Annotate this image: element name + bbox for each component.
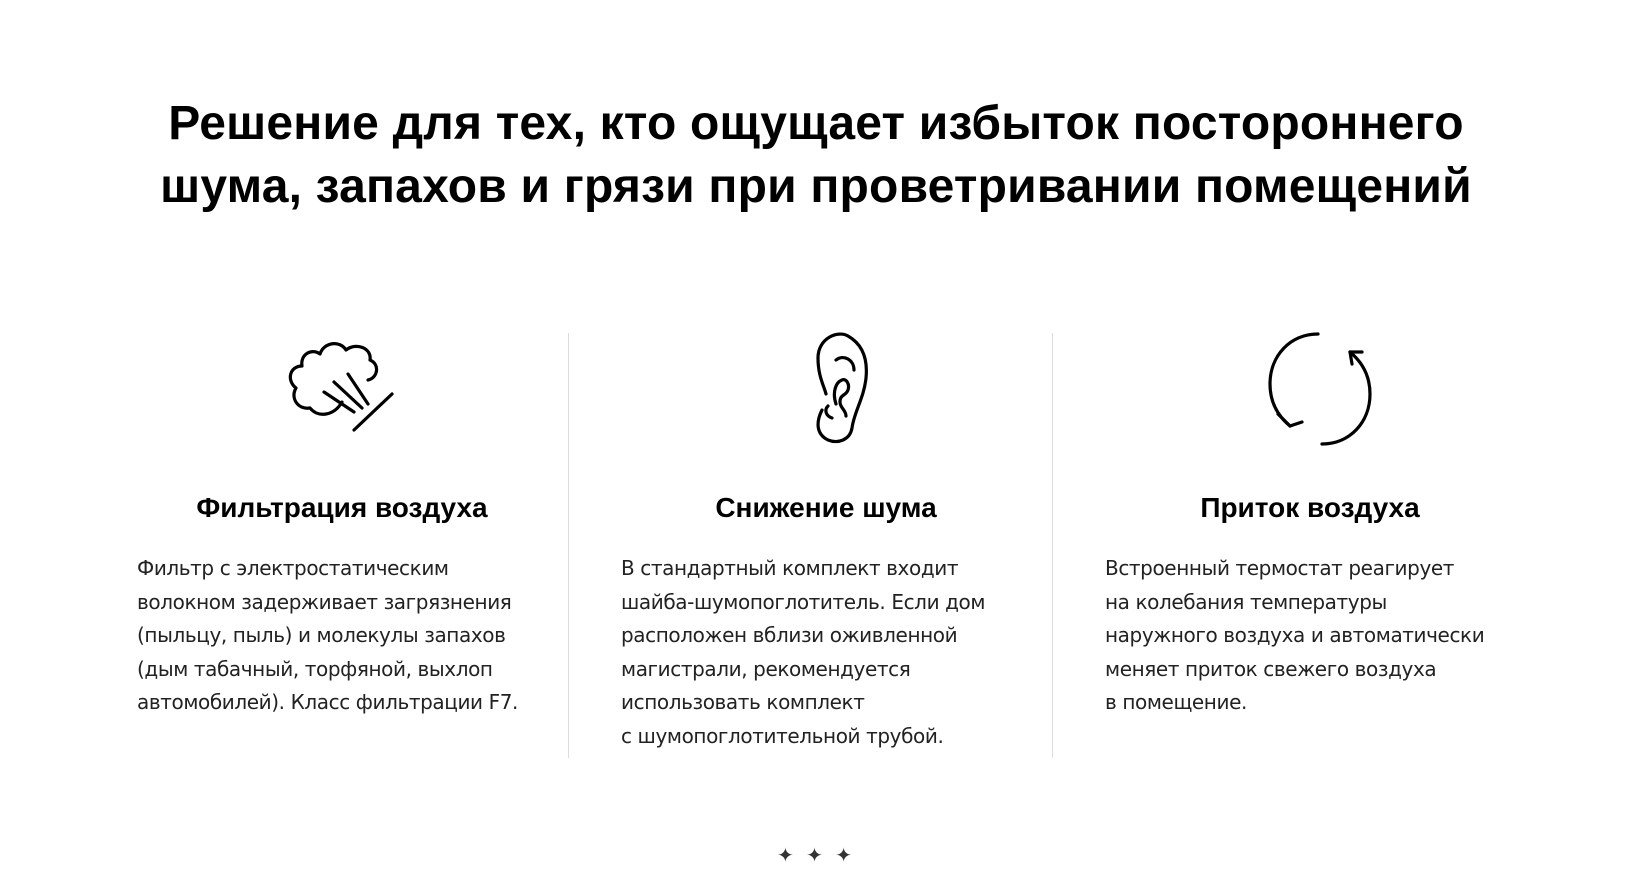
- description-line: Фильтр с электростатическим: [137, 556, 449, 580]
- air-filter-icon: [137, 330, 567, 450]
- feature-title: Приток воздуха: [1200, 492, 1420, 523]
- refresh-cycle-icon: [1105, 330, 1535, 450]
- feature-description: [1105, 552, 1535, 720]
- description-line: автомобилей). Класс фильтрации F7.: [137, 690, 518, 714]
- description-line: использовать комплект: [621, 690, 865, 714]
- description-line: с шумопоглотительной трубой.: [621, 723, 944, 748]
- ear-icon: [621, 330, 1051, 450]
- description-line: (пыльцу, пыль) и молекулы запахов: [137, 623, 506, 647]
- description-line: меняет приток свежего воздуха: [1105, 656, 1437, 681]
- decorative-ornament: ✦ ✦ ✦: [777, 843, 855, 867]
- feature-title: Снижение шума: [715, 492, 937, 523]
- description-line: расположен вблизи оживленной: [621, 623, 958, 647]
- feature-title: Фильтрация воздуха: [196, 492, 488, 523]
- description-line: магистрали, рекомендуется: [621, 656, 911, 681]
- description-line: в помещение.: [1105, 690, 1247, 714]
- feature-noise-reduction: [621, 330, 1051, 760]
- features-section: [137, 330, 1581, 760]
- description-line: (дым табачный, торфяной, выхлоп: [137, 656, 493, 681]
- page-title-line-2: шума, запахов и грязи при проветривании помещений: [160, 160, 1472, 213]
- description-line: волокном задерживает загрязнения: [137, 589, 512, 614]
- page-title-line-1: Решение для тех, кто ощущает избыток постороннего: [168, 97, 1464, 150]
- feature-description: [621, 552, 1051, 753]
- description-line: шайба-шумопоглотитель. Если дом: [621, 589, 986, 614]
- description-line: на колебания температуры: [1105, 589, 1387, 614]
- description-line: наружного воздуха и автоматически: [1105, 623, 1485, 647]
- feature-air-filtration: [137, 330, 567, 760]
- feature-air-supply: [1105, 330, 1535, 760]
- page-title: [0, 92, 1632, 218]
- description-line: В стандартный комплект входит: [621, 556, 959, 580]
- description-line: Встроенный термостат реагирует: [1105, 556, 1455, 580]
- feature-description: [137, 552, 567, 720]
